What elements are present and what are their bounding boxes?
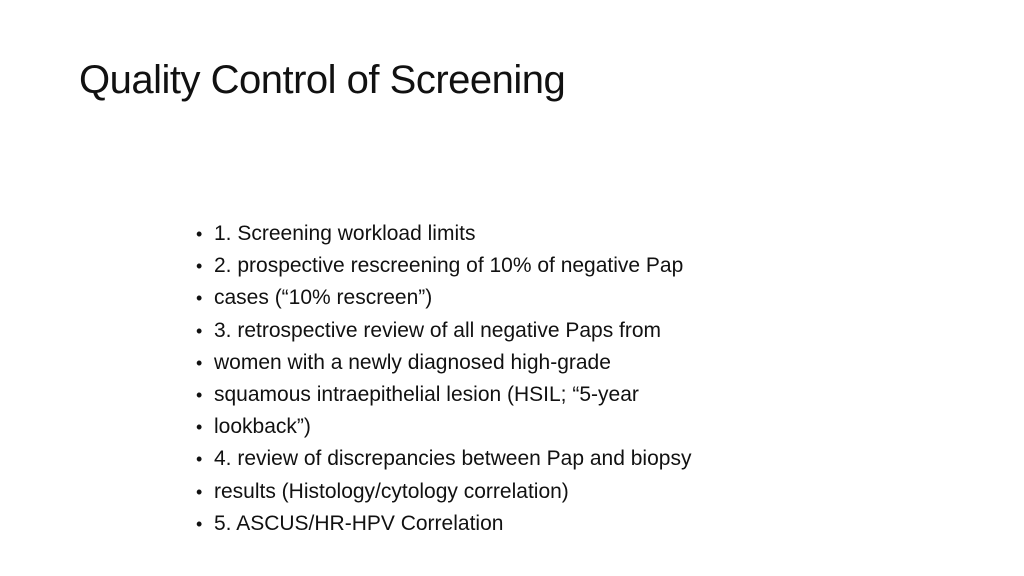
bullet-dot-icon: • bbox=[196, 384, 203, 405]
bullet-dot-icon: • bbox=[196, 256, 203, 277]
bullet-item bbox=[196, 508, 691, 540]
bullet-text: cases (“10% rescreen”) bbox=[214, 286, 433, 310]
bullet-text: results (Histology/cytology correlation) bbox=[214, 479, 569, 503]
bullet-dot-icon: • bbox=[196, 513, 203, 534]
bullet-text: 1. Screening workload limits bbox=[214, 222, 476, 245]
slide-title: Quality Control of Screening bbox=[79, 58, 566, 102]
bullet-item bbox=[196, 315, 691, 347]
bullet-text: 5. ASCUS/HR-HPV Correlation bbox=[214, 511, 504, 535]
bullet-text: women with a newly diagnosed high-grade bbox=[214, 350, 611, 374]
bullet-text: squamous intraepithelial lesion (HSIL; “5-year bbox=[214, 382, 639, 406]
bullet-text: 3. retrospective review of all negative Paps from bbox=[214, 318, 662, 342]
bullet-dot-icon: • bbox=[196, 481, 203, 502]
bullet-item bbox=[196, 250, 691, 282]
bullet-text: 4. review of discrepancies between Pap and biopsy bbox=[214, 447, 692, 471]
bullet-list bbox=[196, 218, 691, 540]
bullet-item bbox=[196, 443, 691, 475]
bullet-dot-icon: • bbox=[196, 417, 203, 438]
bullet-text: 2. prospective rescreening of 10% of negative Pap bbox=[214, 254, 684, 278]
bullet-dot-icon: • bbox=[196, 352, 203, 373]
bullet-item bbox=[196, 411, 691, 443]
bullet-dot-icon: • bbox=[196, 449, 203, 470]
bullet-item bbox=[196, 347, 691, 379]
bullet-dot-icon: • bbox=[196, 320, 203, 341]
bullet-item bbox=[196, 282, 691, 314]
bullet-item bbox=[196, 379, 691, 411]
bullet-item bbox=[196, 218, 691, 250]
bullet-item bbox=[196, 476, 691, 508]
bullet-text: lookback”) bbox=[214, 415, 311, 439]
bullet-dot-icon: • bbox=[196, 288, 203, 309]
bullet-dot-icon: • bbox=[196, 224, 203, 244]
